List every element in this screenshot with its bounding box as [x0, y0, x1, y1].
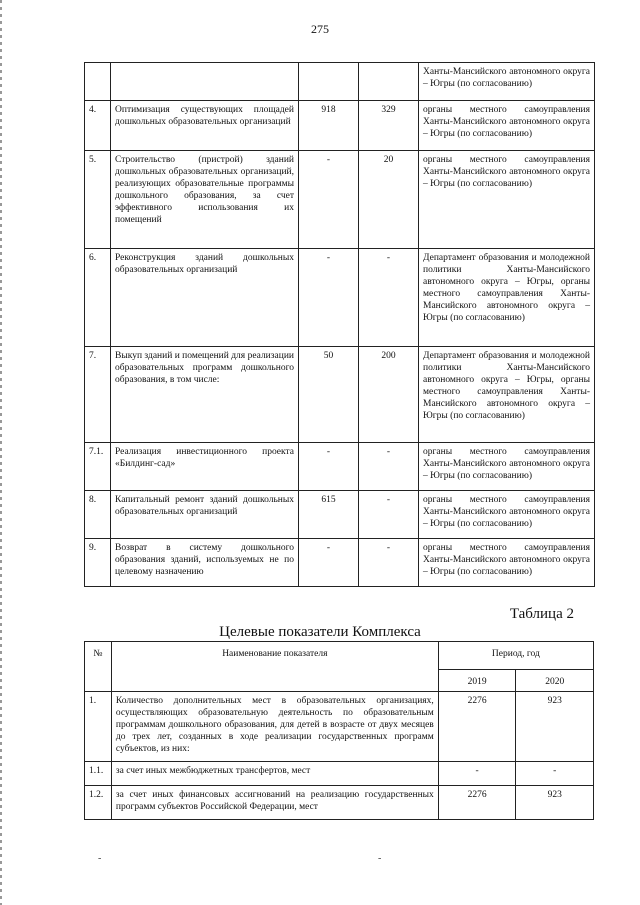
table-title: Целевые показатели Комплекса — [219, 624, 421, 640]
table-row — [85, 347, 595, 443]
table-label: Таблица 2 — [509, 606, 574, 622]
value-2020: - — [516, 762, 594, 786]
indicator-name: за счет иных межбюджетных трансфертов, мест — [111, 762, 438, 786]
header-year-2019: 2019 — [438, 670, 516, 692]
scan-mark-right: - — [378, 853, 382, 864]
row-number: 4. — [85, 101, 111, 151]
responsible: органы местного самоуправления Ханты-Мансийского автономного округа – Югры (по согласованию) — [419, 539, 595, 587]
value-2020 — [359, 63, 419, 101]
measure-name: Строительство (пристрой) зданий дошкольных образовательных организаций, реализующих образовательные программы дошкольного образования, за счет эффективного использования их помещений — [111, 151, 299, 249]
value-2019: - — [299, 539, 359, 587]
measure-name: Возврат в систему дошкольного образования зданий, используемых не по целевому назначению — [111, 539, 299, 587]
value-2020: - — [359, 443, 419, 491]
responsible: Департамент образования и молодежной политики Ханты-Мансийского автономного округа – Югры, органы местного самоуправления Ханты-Мансийского автономного округа – Югры (по согласованию) — [419, 249, 595, 347]
table-row — [85, 63, 595, 101]
scan-edge — [0, 0, 2, 905]
table-row — [85, 101, 595, 151]
row-number: 5. — [85, 151, 111, 249]
row-number: 1. — [85, 692, 112, 762]
value-2020: - — [359, 539, 419, 587]
scan-mark-left: - — [98, 853, 102, 864]
measures-table — [84, 62, 595, 587]
header-year-2020: 2020 — [516, 670, 594, 692]
responsible: органы местного самоуправления Ханты-Мансийского автономного округа – Югры (по согласованию) — [419, 101, 595, 151]
indicator-name: Количество дополнительных мест в образовательных организациях, осуществляющих образовательную деятельность по образовательным программам дошкольного образования, для детей в возрасте от двух месяцев до трех лет, созданных в ходе реализации государственных программ субъектов, из них: — [111, 692, 438, 762]
header-period: Период, год — [438, 642, 593, 670]
value-2019 — [299, 63, 359, 101]
measure-name: Оптимизация существующих площадей дошкольных образовательных организаций — [111, 101, 299, 151]
value-2020: 923 — [516, 786, 594, 820]
table-row — [85, 151, 595, 249]
row-number: 8. — [85, 491, 111, 539]
measure-name: Реконструкция зданий дошкольных образовательных организаций — [111, 249, 299, 347]
value-2019: - — [438, 762, 516, 786]
table-row — [85, 786, 594, 820]
value-2019: - — [299, 151, 359, 249]
measure-name: Капитальный ремонт зданий дошкольных образовательных организаций — [111, 491, 299, 539]
responsible: Департамент образования и молодежной политики Ханты-Мансийского автономного округа – Югры, органы местного самоуправления Ханты-Мансийского автономного округа – Югры (по согласованию) — [419, 347, 595, 443]
value-2019: 2276 — [438, 786, 516, 820]
row-number: 1.2. — [85, 786, 112, 820]
value-2019: 2276 — [438, 692, 516, 762]
measure-name — [111, 63, 299, 101]
header-number: № — [85, 642, 112, 692]
measure-name: Реализация инвестиционного проекта «Билдинг-сад» — [111, 443, 299, 491]
indicators-table — [84, 641, 594, 820]
value-2019: - — [299, 249, 359, 347]
responsible: органы местного самоуправления Ханты-Мансийского автономного округа – Югры (по согласованию) — [419, 151, 595, 249]
row-number: 6. — [85, 249, 111, 347]
row-number: 9. — [85, 539, 111, 587]
value-2019: 918 — [299, 101, 359, 151]
responsible: органы местного самоуправления Ханты-Мансийского автономного округа – Югры (по согласованию) — [419, 443, 595, 491]
table-row — [85, 539, 595, 587]
measure-name: Выкуп зданий и помещений для реализации образовательных программ дошкольного образования, в том числе: — [111, 347, 299, 443]
table-row — [85, 491, 595, 539]
table-row — [85, 692, 594, 762]
value-2020: 200 — [359, 347, 419, 443]
indicator-name: за счет иных финансовых ассигнований на реализацию государственных программ субъектов Российской Федерации, мест — [111, 786, 438, 820]
responsible: органы местного самоуправления Ханты-Мансийского автономного округа – Югры (по согласованию) — [419, 491, 595, 539]
table-row — [85, 762, 594, 786]
table-row — [85, 443, 595, 491]
header-name: Наименование показателя — [111, 642, 438, 692]
value-2020: 20 — [359, 151, 419, 249]
value-2020: - — [359, 249, 419, 347]
table-row — [85, 249, 595, 347]
row-number — [85, 63, 111, 101]
value-2020: 923 — [516, 692, 594, 762]
value-2020: - — [359, 491, 419, 539]
header-row — [85, 642, 594, 670]
row-number: 1.1. — [85, 762, 112, 786]
value-2019: 50 — [299, 347, 359, 443]
value-2020: 329 — [359, 101, 419, 151]
row-number: 7.1. — [85, 443, 111, 491]
value-2019: - — [299, 443, 359, 491]
row-number: 7. — [85, 347, 111, 443]
value-2019: 615 — [299, 491, 359, 539]
responsible: Ханты-Мансийского автономного округа – Югры (по согласованию) — [419, 63, 595, 101]
page-number: 275 — [311, 22, 329, 36]
